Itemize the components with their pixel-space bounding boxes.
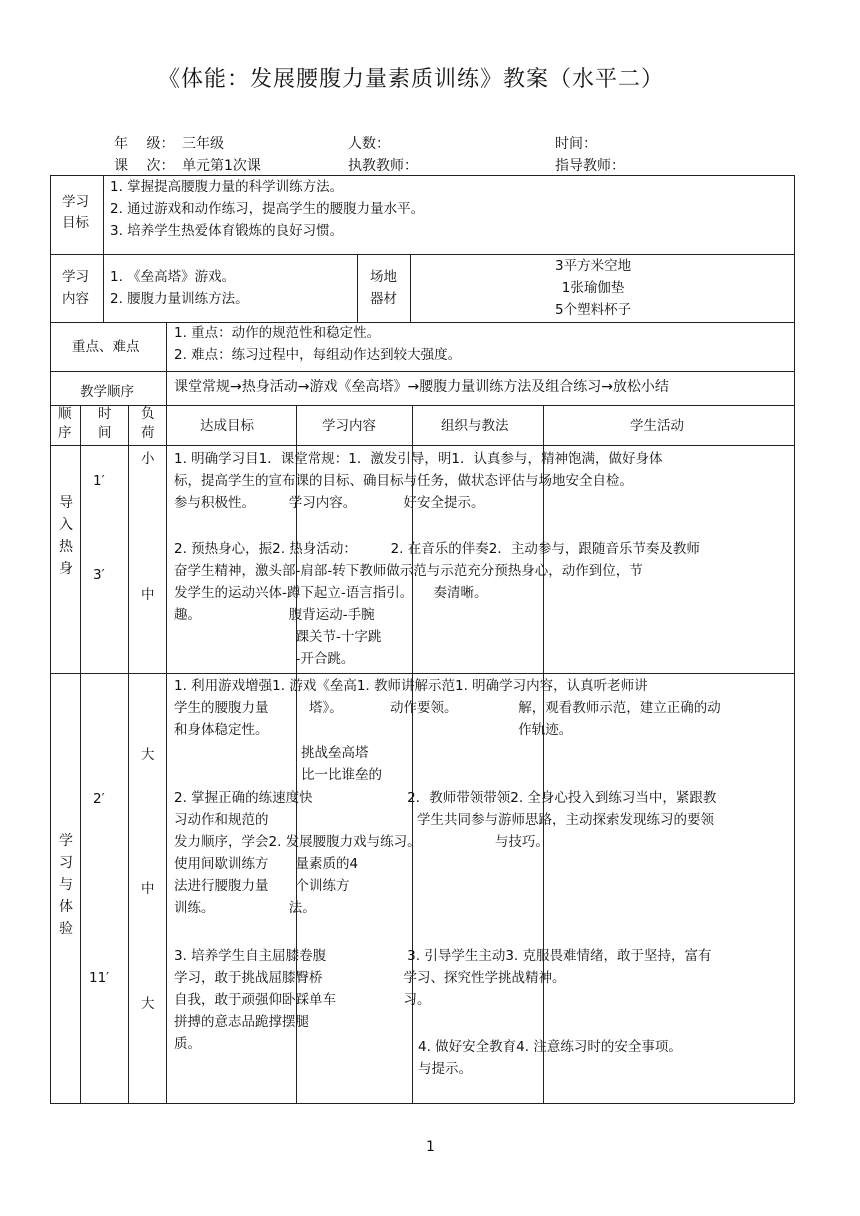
header-load: 负 荷 [141,406,155,441]
section-warmup-load-2: 中 [141,587,155,603]
header-goal: 达成目标 [200,418,254,434]
section-warmup-name: 导入热身 [59,495,73,577]
count-label: 人数： [348,136,390,152]
section-warmup-time-1: 1′ [93,473,105,489]
goals-text: 1. 掌握提高腰腹力量的科学训练方法。 2. 通过游戏和动作练习，提高学生的腰腹力量水平。 3. 培养学生热爱体育锻炼的良好习惯。 [110,179,425,239]
content-label: 学习 内容 [62,269,89,307]
order-text: 课堂常规→热身活动→游戏《垒高塔》→腰腹力量训练方法及组合练习→放松小结 [174,379,669,395]
section-warmup-time-2: 3′ [93,567,105,583]
grade-label: 年 级： [114,136,175,152]
page-number: 1 [426,1139,435,1155]
content-text: 1. 《垒高塔》游戏。 2. 腰腹力量训练方法。 [110,269,249,307]
section-learning-load-3: 大 [141,996,155,1012]
section-learning-block-4: 4. 做好安全教育4. 注意练习时的安全事项。 与提示。 [418,1039,682,1077]
key-text: 1. 重点：动作的规范性和稳定性。 2. 难点：练习过程中，每组动作达到较大强度。 [174,325,462,363]
grade-value: 三年级 [182,136,224,152]
key-label: 重点、难点 [72,339,140,355]
section-learning-block-1b: 挑战垒高塔 比一比谁垒的 [301,745,382,783]
order-label: 教学顺序 [80,384,134,400]
header-activity: 学生活动 [630,418,684,434]
section-learning-load-2: 中 [141,881,155,897]
section-learning-load-1: 大 [141,747,155,763]
section-learning-block-2: 2. 掌握正确的练速度快 2．教师带领带领2. 全身心投入到练习当中，紧跟教 习动作和规范的 学生共同参与游师思路，主动探索发现练习的要领 发力顺序，学会2. 发展腰腹力戏与练习。 与技巧。 使用间歇训练方 量素质的4 法进行腰腹力量 个训练方 训练。 法。 [174,790,717,916]
header-time: 时 间 [98,406,112,441]
section-learning-block-1: 1. 利用游戏增强1. 游戏《垒高1. 教师讲解示范1. 明确学习内容，认真听老师讲 学生的腰腹力量 塔》。 动作要领。 解，观看教师示范，建立正确的动 和身体稳定性。 作轨迹。 [174,678,721,738]
section-learning-time-1: 2′ [93,791,105,807]
section-learning-name: 学习与体验 [59,833,73,937]
lesson-value: 单元第1次课 [182,158,261,174]
section-warmup-block-1: 1. 明确学习目1．课堂常规：1．激发引导，明1．认真参与，精神饱满，做好身体 标，提高学生的宣布课的目标、确目标与任务，做状态评估与场地安全自检。 参与积极性。 学习内容。 好安全提示。 [174,451,663,511]
venue-label: 场地 器材 [370,269,397,307]
venue-text: 3平方米空地 1张瑜伽垫 5个塑料杯子 [555,258,632,318]
section-warmup-block-2: 2. 预热身心，振2. 热身活动： 2. 在音乐的伴奏2．主动参与，跟随音乐节奏及教师 奋学生精神，激头部-肩部-转下教师做示范与示范充分预热身心，动作到位，节 发学生的运动兴体-蹲下起立-语言指引。 奏清晰。 趣。 腹背运动-手腕 踝关节-十字跳 -开合跳。 [174,541,700,667]
guide-label: 指导教师： [555,158,625,174]
header-content: 学习内容 [322,418,376,434]
lesson-label: 课 次： [114,158,175,174]
goals-label: 学习 目标 [62,194,89,231]
page-title: 《体能：发展腰腹力量素质训练》教案（水平二） [158,67,665,92]
teacher-label: 执教教师： [348,158,418,174]
section-warmup-load-1: 小 [141,451,155,467]
header-org: 组织与教法 [441,418,509,434]
section-learning-block-3: 3. 培养学生自主屈膝卷腹 3. 引导学生主动3. 克服畏难情绪，敢于坚持，富有 学习，敢于挑战屈膝臀桥 学习、探究性学挑战精神。 自我，敢于顽强仰卧踩单车 习。 拼搏的意志品跪撑摆腿 质。 [174,948,712,1052]
header-seq: 顺 序 [58,406,72,441]
time-label: 时间： [555,136,597,152]
section-learning-time-2: 11′ [89,970,110,986]
